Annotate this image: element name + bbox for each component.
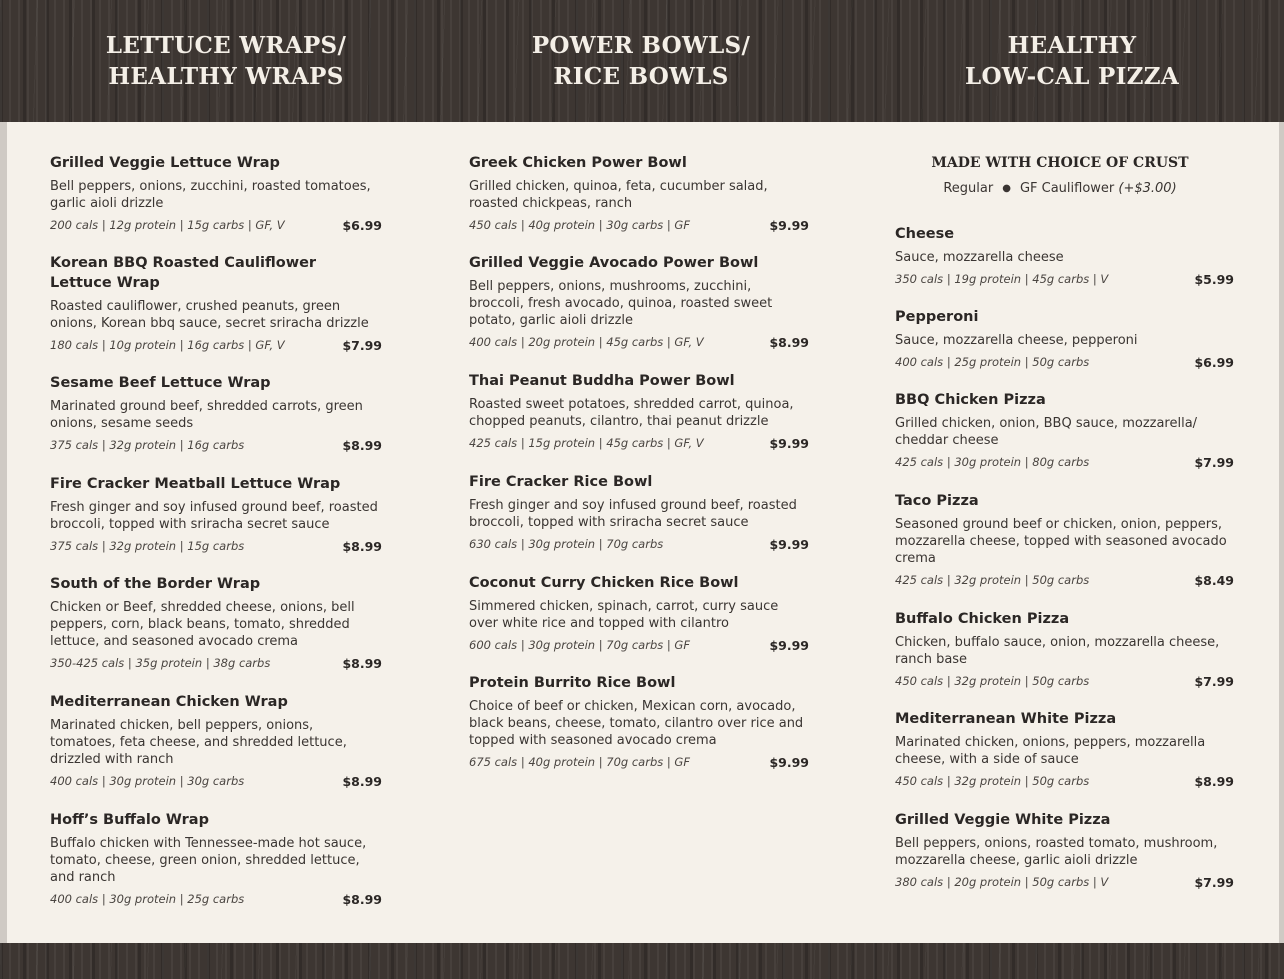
item-price: $9.99 (769, 537, 809, 552)
item-price: $8.49 (1194, 573, 1234, 588)
bowls-title-line-1: POWER BOWLS/ (531, 32, 751, 59)
menu-item-pizza (895, 390, 1234, 471)
item-price: $8.99 (342, 892, 382, 907)
item-nutrition (469, 218, 809, 234)
item-price: $8.99 (342, 656, 382, 671)
item-name: Protein Burrito Rice Bowl (469, 675, 676, 691)
page-edge-left (0, 0, 7, 979)
item-nutrition-text: 450 cals | 40g protein | 30g carbs | GF (469, 218, 690, 232)
item-name: Fire Cracker Rice Bowl (469, 474, 653, 490)
item-nutrition (895, 355, 1234, 371)
item-nutrition (895, 875, 1234, 891)
menu-item-pizza (895, 224, 1234, 288)
menu-item-pizza (895, 810, 1234, 891)
menu-item-bowl (469, 673, 809, 771)
menu-item-bowl (469, 371, 809, 452)
item-description: Buffalo chicken with Tennessee-made hot sauce, tomato, cheese, green onion, shredded lettuce, and ranch (50, 836, 367, 885)
item-price: $6.99 (342, 218, 382, 233)
bullet-separator: ● (1002, 183, 1011, 194)
item-price: $9.99 (769, 755, 809, 770)
bowls-title-line-2: RICE BOWLS (553, 63, 729, 90)
item-nutrition-text: 450 cals | 32g protein | 50g carbs (895, 774, 1090, 788)
item-name: Sesame Beef Lettuce Wrap (50, 375, 271, 391)
item-name: Coconut Curry Chicken Rice Bowl (469, 575, 739, 591)
item-price: $9.99 (769, 638, 809, 653)
item-name: South of the Border Wrap (50, 576, 261, 592)
item-nutrition-text: 600 cals | 30g protein | 70g carbs | GF (469, 638, 690, 652)
item-name: Korean BBQ Roasted Cauliflower Lettuce Wrap (50, 255, 317, 291)
item-nutrition-text: 350-425 cals | 35g protein | 38g carbs (50, 656, 271, 670)
item-description: Fresh ginger and soy infused ground beef, roasted broccoli, topped with sriracha secret sauce (50, 500, 378, 532)
item-name: Mediterranean Chicken Wrap (50, 694, 288, 710)
item-nutrition (469, 537, 809, 553)
item-description: Roasted cauliflower, crushed peanuts, green onions, Korean bbq sauce, secret sriracha drizzle (50, 299, 369, 331)
menu-item-bowl (469, 472, 809, 553)
item-nutrition-text: 200 cals | 12g protein | 15g carbs | GF, V (50, 218, 285, 232)
item-name: BBQ Chicken Pizza (895, 392, 1046, 408)
menu-item-bowl (469, 153, 809, 234)
item-name: Fire Cracker Meatball Lettuce Wrap (50, 476, 341, 492)
item-nutrition-text: 630 cals | 30g protein | 70g carbs (469, 537, 664, 551)
item-description: Bell peppers, onions, mushrooms, zucchini, broccoli, fresh avocado, quinoa, roasted sweet potato, garlic aioli drizzle (469, 279, 773, 328)
menu-item-wrap (50, 474, 382, 555)
crust-option-gf: GF Cauliflower (1019, 181, 1115, 196)
item-description: Grilled chicken, quinoa, feta, cucumber salad, roasted chickpeas, ranch (469, 179, 768, 211)
item-name: Hoff’s Buffalo Wrap (50, 812, 209, 828)
item-price: $8.99 (1194, 774, 1234, 789)
menu-item-pizza (895, 307, 1234, 371)
item-nutrition (469, 638, 809, 654)
item-nutrition (50, 892, 382, 908)
bowls-column-title (441, 30, 841, 92)
item-nutrition-text: 400 cals | 30g protein | 30g carbs (50, 774, 245, 788)
item-description: Roasted sweet potatoes, shredded carrot, quinoa, chopped peanuts, cilantro, thai peanut drizzle (469, 397, 794, 429)
page-edge-right (1279, 0, 1284, 979)
item-price: $6.99 (1194, 355, 1234, 370)
item-price: $7.99 (1194, 875, 1234, 890)
item-price: $8.99 (342, 438, 382, 453)
item-nutrition-text: 380 cals | 20g protein | 50g carbs | V (895, 875, 1109, 889)
item-description: Sauce, mozzarella cheese, pepperoni (895, 333, 1138, 348)
item-nutrition (50, 218, 382, 234)
item-name: Thai Peanut Buddha Power Bowl (469, 373, 735, 389)
pizza-title-line-2: LOW-CAL PIZZA (964, 63, 1180, 90)
menu-item-wrap (50, 692, 382, 790)
item-price: $7.99 (1194, 455, 1234, 470)
crust-option-gf-price: (+$3.00) (1118, 181, 1177, 196)
item-name: Buffalo Chicken Pizza (895, 611, 1070, 627)
item-nutrition (50, 539, 382, 555)
crust-option-regular: Regular (943, 181, 994, 196)
item-nutrition (50, 656, 382, 672)
item-name: Grilled Veggie White Pizza (895, 812, 1111, 828)
item-description: Grilled chicken, onion, BBQ sauce, mozzarella/ cheddar cheese (895, 416, 1198, 448)
footer-wood-banner (0, 943, 1284, 979)
item-nutrition-text: 350 cals | 19g protein | 45g carbs | V (895, 272, 1109, 286)
item-description: Seasoned ground beef or chicken, onion, peppers, mozzarella cheese, topped with seasoned avocado crema (895, 517, 1227, 566)
item-description: Sauce, mozzarella cheese (895, 250, 1064, 265)
item-nutrition-text: 675 cals | 40g protein | 70g carbs | GF (469, 755, 690, 769)
item-nutrition-text: 400 cals | 20g protein | 45g carbs | GF, V (469, 335, 704, 349)
wraps-title-line-2: HEALTHY WRAPS (108, 63, 344, 90)
item-name: Mediterranean White Pizza (895, 711, 1117, 727)
menu-item-wrap (50, 810, 382, 908)
item-description: Marinated chicken, onions, peppers, mozzarella cheese, with a side of sauce (895, 735, 1206, 767)
item-name: Greek Chicken Power Bowl (469, 155, 687, 171)
menu-item-wrap (50, 153, 382, 234)
item-price: $9.99 (769, 218, 809, 233)
item-description: Marinated ground beef, shredded carrots, green onions, sesame seeds (50, 399, 363, 431)
item-price: $8.99 (769, 335, 809, 350)
item-nutrition (895, 573, 1234, 589)
menu-item-pizza (895, 491, 1234, 589)
item-nutrition-text: 375 cals | 32g protein | 16g carbs (50, 438, 245, 452)
item-name: Grilled Veggie Lettuce Wrap (50, 155, 280, 171)
item-price: $9.99 (769, 436, 809, 451)
item-description: Bell peppers, onions, zucchini, roasted tomatoes, garlic aioli drizzle (50, 179, 371, 211)
item-description: Fresh ginger and soy infused ground beef, roasted broccoli, topped with sriracha secret sauce (469, 498, 797, 530)
item-price: $7.99 (1194, 674, 1234, 689)
wraps-title-line-1: LETTUCE WRAPS/ (105, 32, 347, 59)
item-price: $8.99 (342, 774, 382, 789)
item-nutrition (50, 774, 382, 790)
item-nutrition (469, 755, 809, 771)
item-nutrition-text: 375 cals | 32g protein | 15g carbs (50, 539, 245, 553)
item-nutrition (50, 438, 382, 454)
menu-item-wrap (50, 253, 382, 354)
wraps-column-title (26, 30, 426, 92)
item-name: Cheese (895, 226, 955, 242)
menu-item-pizza (895, 609, 1234, 690)
menu-item-wrap (50, 373, 382, 454)
menu-item-bowl (469, 253, 809, 351)
item-nutrition (895, 674, 1234, 690)
item-description: Simmered chicken, spinach, carrot, curry sauce over white rice and topped with cilantro (469, 599, 779, 631)
item-price: $7.99 (342, 338, 382, 353)
menu-item-wrap (50, 574, 382, 672)
item-nutrition-text: 400 cals | 30g protein | 25g carbs (50, 892, 245, 906)
item-name: Grilled Veggie Avocado Power Bowl (469, 255, 759, 271)
pizza-column-title (872, 30, 1272, 92)
item-name: Taco Pizza (895, 493, 979, 509)
item-price: $5.99 (1194, 272, 1234, 287)
crust-options (895, 181, 1225, 196)
item-description: Chicken or Beef, shredded cheese, onions, bell peppers, corn, black beans, tomato, shredded lettuce, and seasoned avocado crema (50, 600, 355, 649)
item-nutrition (895, 774, 1234, 790)
item-nutrition (895, 272, 1234, 288)
pizza-title-line-1: HEALTHY (1007, 32, 1137, 59)
item-description: Marinated chicken, bell peppers, onions, tomatoes, feta cheese, and shredded lettuce, drizzled with ranch (50, 718, 347, 767)
item-description: Chicken, buffalo sauce, onion, mozzarella cheese, ranch base (895, 635, 1220, 667)
item-nutrition (895, 455, 1234, 471)
item-nutrition-text: 425 cals | 15g protein | 45g carbs | GF, V (469, 436, 704, 450)
menu-item-bowl (469, 573, 809, 654)
item-name: Pepperoni (895, 309, 979, 325)
item-description: Bell peppers, onions, roasted tomato, mushroom, mozzarella cheese, garlic aioli drizzle (895, 836, 1218, 868)
item-nutrition (50, 338, 382, 354)
item-nutrition-text: 425 cals | 32g protein | 50g carbs (895, 573, 1090, 587)
item-price: $8.99 (342, 539, 382, 554)
item-nutrition-text: 180 cals | 10g protein | 16g carbs | GF, V (50, 338, 285, 352)
menu-item-pizza (895, 709, 1234, 790)
item-nutrition-text: 450 cals | 32g protein | 50g carbs (895, 674, 1090, 688)
item-description: Choice of beef or chicken, Mexican corn, avocado, black beans, cheese, tomato, cilantro over rice and topped with seasoned avocado crema (469, 699, 804, 748)
item-nutrition (469, 335, 809, 351)
crust-choice-heading: MADE WITH CHOICE OF CRUST (931, 155, 1189, 171)
item-nutrition-text: 400 cals | 25g protein | 50g carbs (895, 355, 1090, 369)
item-nutrition (469, 436, 809, 452)
item-nutrition-text: 425 cals | 30g protein | 80g carbs (895, 455, 1090, 469)
